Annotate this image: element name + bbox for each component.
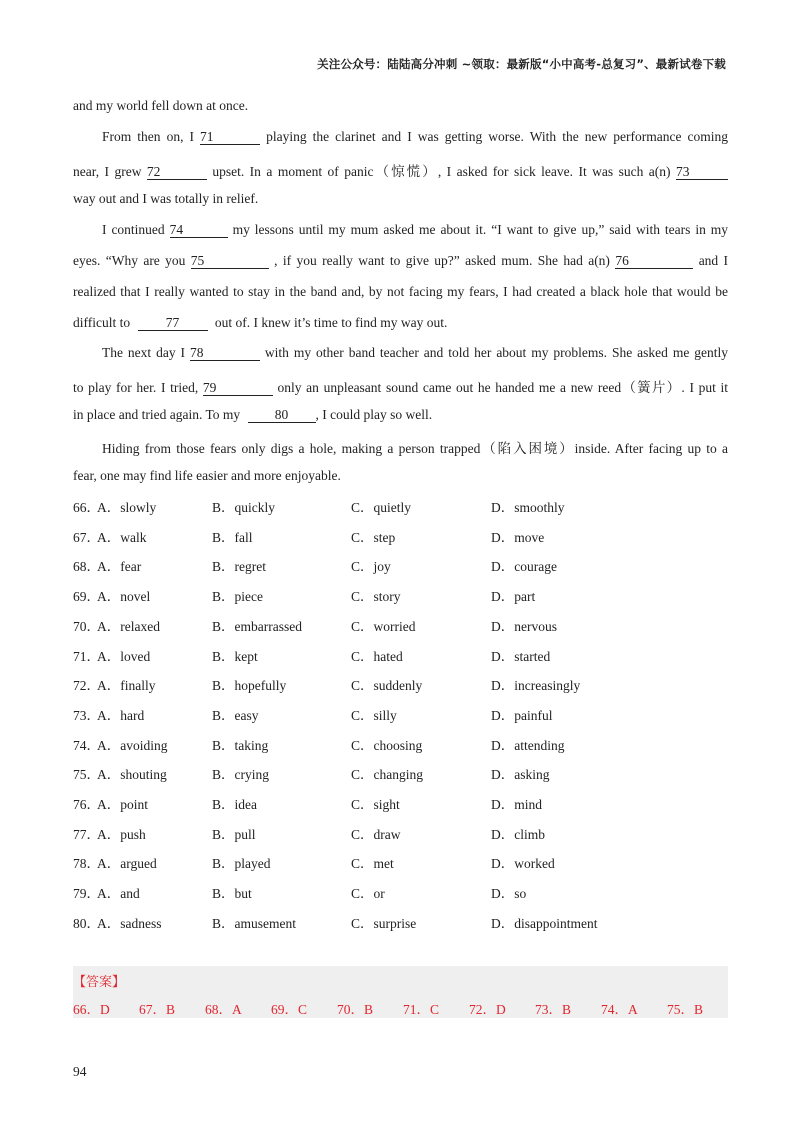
question-number: 67． xyxy=(73,529,100,545)
blank-71[interactable]: 71 xyxy=(200,130,260,145)
option-a[interactable]: A．hard xyxy=(97,707,145,723)
option-a[interactable]: A．relaxed xyxy=(97,618,160,634)
option-d[interactable]: D．smoothly xyxy=(491,500,565,515)
answer-item: 67．B xyxy=(139,1002,176,1017)
option-d[interactable]: D．courage xyxy=(491,559,557,575)
answer-title: 【答案】 xyxy=(73,975,126,990)
passage-text: The next day I xyxy=(102,345,186,360)
question-row xyxy=(73,852,713,872)
option-c[interactable]: C．story xyxy=(351,589,401,605)
blank-76[interactable]: 76 xyxy=(615,254,693,269)
option-c[interactable]: C．joy xyxy=(351,559,391,575)
blank-72[interactable]: 72 xyxy=(147,165,207,180)
question-row xyxy=(73,823,713,843)
option-c[interactable]: C．step xyxy=(351,529,396,545)
passage-text: playing the clarinet and I was getting worse. With the new performance coming xyxy=(266,129,729,144)
question-number: 77． xyxy=(73,826,100,842)
option-d[interactable]: D．attending xyxy=(491,737,565,753)
option-b[interactable]: B．amusement xyxy=(212,915,296,931)
question-number: 78． xyxy=(73,856,100,872)
option-c[interactable]: C．changing xyxy=(351,767,423,783)
option-d[interactable]: D．nervous xyxy=(491,618,557,634)
passage-line: and my world fell down at once. xyxy=(73,98,249,113)
option-d[interactable]: D．disappointment xyxy=(491,915,598,931)
question-number: 75． xyxy=(73,767,100,783)
option-a[interactable]: A．slowly xyxy=(97,500,157,515)
answer-item: 69．C xyxy=(271,1002,308,1017)
option-d[interactable]: D．asking xyxy=(491,767,550,783)
page-number: 94 xyxy=(73,1064,87,1079)
passage-text: eyes. “Why are you xyxy=(73,253,186,268)
passage-line xyxy=(73,253,728,269)
question-number: 79． xyxy=(73,886,100,902)
question-row xyxy=(73,882,713,902)
passage xyxy=(73,98,728,488)
passage-text: upset. In a moment of panic（惊慌）, I asked for sick leave. It was such a(n) xyxy=(212,164,671,179)
option-c[interactable]: C．draw xyxy=(351,826,401,842)
question-row xyxy=(73,615,713,635)
passage-line xyxy=(73,407,432,423)
option-b[interactable]: B．quickly xyxy=(212,500,275,515)
question-number: 69． xyxy=(73,589,100,605)
passage-text: I continued xyxy=(102,222,165,237)
question-row xyxy=(73,526,713,546)
passage-line xyxy=(102,129,728,145)
option-c[interactable]: C．or xyxy=(351,886,385,902)
question-row xyxy=(73,763,713,783)
option-d[interactable]: D．so xyxy=(491,886,527,902)
passage-line: fear, one may find life easier and more enjoyable. xyxy=(73,468,341,483)
option-b[interactable]: B．taking xyxy=(212,737,269,753)
option-a[interactable]: A．shouting xyxy=(97,767,167,783)
answer-item: 68．A xyxy=(205,1002,242,1017)
answer-item: 72．D xyxy=(469,1002,506,1017)
passage-text: , if you really want to give up?” asked mum. She had a(n) xyxy=(274,253,610,268)
blank-79[interactable]: 79 xyxy=(203,381,273,396)
option-c[interactable]: C．met xyxy=(351,856,394,872)
question-row xyxy=(73,793,713,813)
passage-text: with my other band teacher and told her about my problems. She asked me gently xyxy=(264,345,729,360)
blank-80[interactable]: 80 xyxy=(248,408,316,423)
option-b[interactable]: B．idea xyxy=(212,797,257,812)
option-d[interactable]: D．part xyxy=(491,589,536,605)
option-c[interactable]: C．sight xyxy=(351,797,400,812)
passage-line xyxy=(73,160,728,180)
question-number: 66． xyxy=(73,500,100,515)
option-c[interactable]: C．quietly xyxy=(351,500,411,515)
blank-74[interactable]: 74 xyxy=(170,223,228,238)
option-b[interactable]: B．pull xyxy=(212,826,256,842)
answer-item: 70．B xyxy=(337,1002,374,1017)
option-a[interactable]: A．and xyxy=(97,886,140,902)
option-a[interactable]: A．finally xyxy=(97,678,156,694)
option-b[interactable]: B．crying xyxy=(212,767,269,783)
option-b[interactable]: B．kept xyxy=(212,648,258,664)
option-a[interactable]: A．walk xyxy=(97,529,147,545)
answer-item: 71．C xyxy=(403,1002,440,1017)
question-number: 68． xyxy=(73,559,100,575)
option-c[interactable]: C．choosing xyxy=(351,737,423,753)
option-c[interactable]: C．worried xyxy=(351,618,416,634)
answer-item: 75．B xyxy=(667,1002,704,1017)
option-c[interactable]: C．suddenly xyxy=(351,678,423,694)
page-header: 关注公众号：陆陆高分冲刺 ~领取：最新版“小中高考-总复习”、最新试卷下载 xyxy=(317,57,726,71)
option-d[interactable]: D．increasingly xyxy=(491,678,581,694)
option-d[interactable]: D．move xyxy=(491,529,545,545)
passage-text: near, I grew xyxy=(73,164,142,179)
blank-73[interactable]: 73 xyxy=(676,165,728,180)
passage-text: my lessons until my mum asked me about it. “I want to give up,” said with tears in my xyxy=(232,222,729,237)
option-d[interactable]: D．climb xyxy=(491,826,545,842)
question-row xyxy=(73,496,713,516)
passage-text: , I could play so well. xyxy=(315,407,433,422)
blank-78[interactable]: 78 xyxy=(190,346,260,361)
option-b[interactable]: B．easy xyxy=(212,707,259,723)
question-number: 72． xyxy=(73,678,100,694)
option-d[interactable]: D．mind xyxy=(491,797,543,812)
answer-item: 73．B xyxy=(535,1002,572,1017)
answer-item: 74．A xyxy=(601,1002,638,1017)
question-row xyxy=(73,704,713,724)
question-number: 76． xyxy=(73,797,100,812)
passage-text: only an unpleasant sound came out he handed me a new reed（簧片）. I put it xyxy=(277,380,729,395)
answer-box xyxy=(73,966,728,1018)
option-b[interactable]: B．played xyxy=(212,856,271,872)
question-number: 73． xyxy=(73,707,100,723)
option-b[interactable]: B．piece xyxy=(212,589,263,605)
option-a[interactable]: A．novel xyxy=(97,589,151,605)
passage-text: out of. I knew it’s time to find my way out. xyxy=(214,315,448,330)
option-b[interactable]: B．hopefully xyxy=(212,678,287,694)
question-row xyxy=(73,585,713,605)
option-a[interactable]: A．push xyxy=(97,826,146,842)
option-a[interactable]: A．avoiding xyxy=(97,737,168,753)
question-number: 80． xyxy=(73,915,100,931)
question-row xyxy=(73,555,713,575)
passage-line: way out and I was totally in relief. xyxy=(73,191,259,206)
passage-text: From then on, I xyxy=(102,129,194,144)
passage-line xyxy=(102,345,728,361)
option-a[interactable]: A．fear xyxy=(97,559,142,575)
question-row xyxy=(73,912,713,932)
passage-line xyxy=(73,376,728,396)
passage-line xyxy=(73,315,447,331)
question-number: 70． xyxy=(73,618,100,634)
blank-75[interactable]: 75 xyxy=(191,254,269,269)
passage-text: difficult to xyxy=(73,315,131,330)
option-c[interactable]: C．silly xyxy=(351,707,397,723)
option-a[interactable]: A．argued xyxy=(97,856,157,872)
option-b[interactable]: B．regret xyxy=(212,559,266,575)
option-c[interactable]: C．hated xyxy=(351,648,403,664)
option-b[interactable]: B．but xyxy=(212,886,252,902)
passage-line: Hiding from those fears only digs a hole, making a person trapped（陷入困境）inside. After facing up to a xyxy=(102,441,728,456)
option-a[interactable]: A．loved xyxy=(97,648,151,664)
answer-item: 66．D xyxy=(73,1002,110,1017)
option-b[interactable]: B．embarrassed xyxy=(212,618,302,634)
question-row xyxy=(73,734,713,754)
option-a[interactable]: A．point xyxy=(97,797,149,812)
passage-text: to play for her. I tried, xyxy=(73,380,199,395)
passage-line: realized that I really wanted to stay in the band and, by not facing my fears, I had created a black hole that would be xyxy=(73,284,728,299)
option-d[interactable]: D．painful xyxy=(491,707,553,723)
passage-text: and I xyxy=(698,253,729,268)
question-number: 74． xyxy=(73,737,100,753)
question-number: 71． xyxy=(73,648,100,664)
passage-text: in place and tried again. To my xyxy=(73,407,241,422)
option-d[interactable]: D．worked xyxy=(491,856,555,872)
option-b[interactable]: B．fall xyxy=(212,529,253,545)
option-c[interactable]: C．surprise xyxy=(351,915,417,931)
question-row xyxy=(73,645,713,665)
option-d[interactable]: D．started xyxy=(491,648,551,664)
blank-77[interactable]: 77 xyxy=(138,316,208,331)
question-row xyxy=(73,674,713,694)
option-a[interactable]: A．sadness xyxy=(97,915,162,931)
passage-line xyxy=(102,222,728,238)
